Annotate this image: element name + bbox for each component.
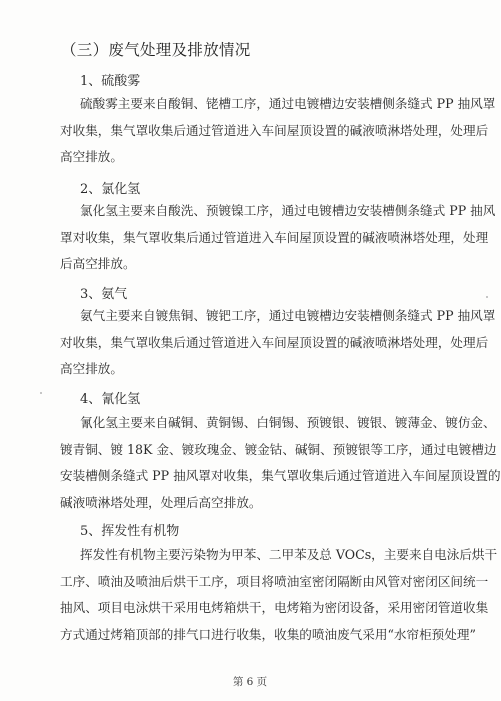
paragraph-line: 安装槽侧条缝式 PP 抽风罩对收集，集气罩收集后通过管道进入车间屋顶设置的 (60, 468, 501, 483)
item-paragraph-hydrogen-cyanide (60, 410, 501, 516)
item-heading-sulfuric-acid-mist: 1、硫酸雾 (80, 74, 141, 89)
item-heading-hydrogen-cyanide: 4、氰化氢 (80, 392, 141, 407)
item-heading-ammonia: 3、氨气 (80, 287, 128, 302)
paragraph-line: 罩对收集，集气罩收集后通过管道进入车间屋顶设置的碱液喷淋塔处理，处理 (60, 229, 489, 245)
item-paragraph-hydrogen-chloride (60, 198, 496, 278)
paragraph-line: 对收集，集气罩收集后通过管道进入车间屋顶设置的碱液喷淋塔处理，处理后 (60, 334, 489, 350)
paragraph-line: 方式通过烤箱顶部的排气口进行收集，收集的喷油废气采用“水帘柜预处理” (60, 626, 476, 642)
item-heading-hydrogen-chloride: 2、氯化氢 (80, 182, 141, 197)
paragraph-line: 氯化氢主要来自酸洗、预镀镍工序，通过电镀槽边安装槽侧条缝式 PP 抽风 (80, 203, 496, 218)
paragraph-line: 碱液喷淋塔处理，处理后高空排放。 (60, 494, 262, 510)
section-title: （三）废气处理及排放情况 (61, 41, 251, 59)
paragraph-line: 抽风、项目电泳烘干采用电烤箱烘干，电烤箱为密闭设备，采用密闭管道收集 (60, 600, 489, 615)
page-number: 第 6 页 (232, 676, 268, 688)
item-paragraph-sulfuric-acid-mist (60, 91, 496, 171)
scan-speck (486, 296, 488, 298)
scan-speck (40, 392, 42, 394)
paragraph-line: 高空排放。 (60, 149, 123, 164)
item-paragraph-ammonia (60, 303, 496, 383)
paragraph-line: 氨气主要来自镀焦铜、镀钯工序，通过电镀槽边安装槽侧条缝式 PP 抽风罩 (80, 308, 496, 323)
paragraph-line: 镀青铜、镀 18K 金、镀玫瑰金、镀金钴、碱铜、预镀银等工序，通过电镀槽边 (60, 441, 497, 457)
paragraph-line: 氰化氢主要来自碱铜、黄铜锡、白铜锡、预镀银、镀银、镀薄金、镀仿金、 (80, 415, 496, 430)
paragraph-line: 挥发性有机物主要污染物为甲苯、二甲苯及总 VOCs，主要来自电泳后烘干 (80, 547, 498, 562)
paragraph-line: 高空排放。 (60, 361, 123, 376)
paragraph-line: 硫酸雾主要来自酸铜、铑槽工序，通过电镀槽边安装槽侧条缝式 PP 抽风罩 (80, 96, 496, 111)
paragraph-line: 工序、喷油及喷油后烘干工序，项目将喷油室密闭隔断由风管对密闭区间统一 (60, 573, 489, 589)
paragraph-line: 后高空排放。 (60, 256, 136, 271)
item-paragraph-volatile-organics (60, 542, 498, 648)
paragraph-line: 对收集，集气罩收集后通过管道进入车间屋顶设置的碱液喷淋塔处理，处理后 (60, 122, 489, 138)
item-heading-volatile-organics: 5、挥发性有机物 (80, 524, 180, 539)
